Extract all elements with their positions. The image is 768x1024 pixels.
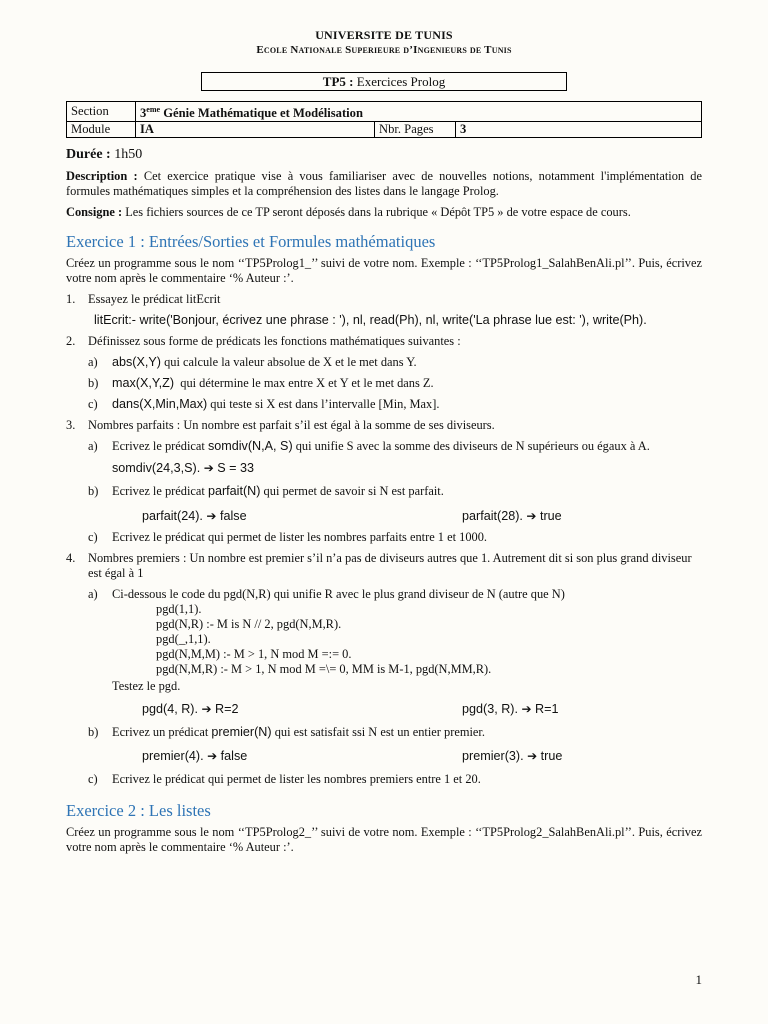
table-row — [67, 102, 702, 122]
consigne-text: Les fichiers sources de ce TP seront déposés dans la rubrique « Dépôt TP5 » de votre espace de cours. — [125, 205, 631, 220]
arrow-icon: ➔ — [526, 509, 537, 524]
section-sup: eme — [146, 105, 161, 114]
sub-letter: b) — [88, 725, 99, 740]
example-call: premier(3). — [462, 749, 524, 764]
sub-letter: a) — [88, 439, 98, 454]
example-result: true — [536, 509, 562, 524]
sub-text: qui permet de savoir si N est parfait. — [260, 484, 444, 499]
info-table — [66, 101, 702, 138]
litecrit-code: litEcrit:- write('Bonjour, écrivez une phrase : '), nl, read(Ph), nl, write('La phrase lue est: '), write(Ph). — [94, 313, 647, 328]
code-line: pgd(N,R) :- M is N // 2, pgd(N,M,R). — [156, 617, 342, 632]
example-call: parfait(28). — [462, 509, 523, 524]
sub-text: qui est satisfait ssi N est un entier premier. — [271, 725, 485, 740]
duration-label: Durée : — [66, 147, 111, 163]
example-result: false — [217, 749, 248, 764]
question-text: Nombres parfaits : Un nombre est parfait s’il est égal à la somme de ses diviseurs. — [88, 418, 495, 433]
question-text: Définissez sous forme de prédicats les fonctions mathématiques suivantes : — [88, 334, 461, 349]
question-2 — [66, 334, 702, 349]
section-value — [136, 102, 702, 122]
example-result: true — [537, 749, 563, 764]
question-number: 2. — [66, 334, 76, 349]
sub-text: qui détermine le max entre X et Y et le met dans Z. — [174, 376, 434, 391]
question-3b — [66, 484, 702, 499]
sub-text: Ecrivez le prédicat qui permet de lister les nombres premiers entre 1 et 20. — [112, 772, 481, 787]
tp-label: TP5 : — [322, 74, 354, 89]
example-result: false — [216, 509, 247, 524]
description-label: Description : — [66, 169, 138, 184]
code-line: pgd(_,1,1). — [156, 632, 211, 647]
arrow-icon: ➔ — [527, 749, 538, 764]
premier-examples — [66, 749, 702, 764]
pgd-test-text: Testez le pgd. — [112, 679, 181, 694]
sub-letter: c) — [88, 397, 98, 412]
example-left — [66, 509, 462, 524]
example-right — [462, 702, 559, 717]
pages-value: 3 — [456, 122, 702, 138]
duration — [66, 146, 702, 163]
question-1 — [66, 292, 702, 307]
consigne-label: Consigne : — [66, 205, 123, 220]
question-text: Essayez le prédicat litEcrit — [88, 292, 221, 307]
sub-text: qui unifie S avec la somme des diviseurs de N supérieurs ou égaux à A. — [292, 439, 650, 454]
description — [66, 169, 702, 199]
example-left — [66, 749, 462, 764]
sub-letter: b) — [88, 484, 99, 499]
code-line: pgd(N,M,M) :- M > 1, N mod M =:= 0. — [156, 647, 352, 662]
university-name: UNIVERSITE DE TUNIS — [315, 28, 453, 42]
sub-text: qui calcule la valeur absolue de X et le met dans Y. — [161, 355, 417, 370]
pgd-code-block — [66, 602, 702, 677]
example-call: parfait(24). — [142, 509, 203, 524]
exercise-2-title: Exercice 2 : Les listes — [66, 801, 211, 821]
predicate: somdiv(N,A, S) — [207, 439, 293, 454]
page-number: 1 — [695, 972, 702, 987]
arrow-icon: ➔ — [521, 702, 532, 717]
example-right — [462, 749, 562, 764]
sub-text: Ecrivez un prédicat — [112, 725, 212, 740]
consigne — [66, 205, 702, 220]
arrow-icon: ➔ — [201, 702, 212, 717]
predicate: dans(X,Min,Max) — [112, 397, 208, 412]
example-result: R=2 — [211, 702, 239, 717]
description-text: Cet exercice pratique vise à vous familiariser avec de nouvelles notions, notamment l'implémentation de formules mathématiques simples et la compréhension des listes dans le langage Prolog. — [66, 169, 702, 199]
sub-text: Ecrivez le prédicat — [112, 484, 208, 499]
document-page — [66, 28, 702, 855]
question-3 — [66, 418, 702, 433]
question-number: 4. — [66, 551, 76, 566]
sub-text: Ci-dessous le code du pgd(N,R) qui unifie R avec le plus grand diviseur de N (autre que N) — [112, 587, 565, 602]
example-result: R=1 — [531, 702, 559, 717]
duration-value: 1h50 — [114, 147, 143, 163]
module-label: Module — [67, 122, 136, 138]
question-4 — [66, 551, 702, 581]
predicate: max(X,Y,Z) — [112, 376, 175, 391]
example-call: pgd(4, R). — [142, 702, 198, 717]
question-2a — [66, 355, 702, 370]
exercise-1-title: Exercice 1 : Entrées/Sorties et Formules mathématiques — [66, 232, 436, 252]
question-number: 3. — [66, 418, 76, 433]
sub-letter: a) — [88, 355, 98, 370]
predicate: parfait(N) — [207, 484, 261, 499]
sub-letter: c) — [88, 530, 98, 545]
section-prefix: 3 — [140, 106, 147, 121]
example-left — [66, 702, 462, 717]
example-right — [462, 509, 562, 524]
code-line: pgd(1,1). — [156, 602, 202, 617]
arrow-icon: ➔ — [207, 749, 218, 764]
module-value: IA — [136, 122, 375, 138]
question-4c — [66, 772, 702, 787]
predicate: abs(X,Y) — [112, 355, 161, 370]
parfait-examples — [66, 509, 702, 524]
exercise-1-intro: Créez un programme sous le nom ‘‘TP5Prolog1_’’ suivi de votre nom. Exemple : ‘‘TP5Prolog1_SalahBenAli.pl’’. Puis, écrivez votre nom après le commentaire ‘% Auteur :’. — [66, 256, 702, 286]
tp-title-box — [201, 72, 567, 91]
question-text: Nombres premiers : Un nombre est premier s’il n’a pas de diviseurs autres que 1. Autrement dit si son plus grand diviseur est égal à 1 — [88, 551, 692, 581]
question-2c — [66, 397, 702, 412]
sub-letter: c) — [88, 772, 98, 787]
example-call: pgd(3, R). — [462, 702, 518, 717]
question-3c — [66, 530, 702, 545]
somdiv-example — [66, 461, 702, 476]
section-text: Génie Mathématique et Modélisation — [163, 106, 363, 121]
sub-letter: b) — [88, 376, 99, 391]
question-3a — [66, 439, 702, 454]
exercise-2-intro: Créez un programme sous le nom ‘‘TP5Prolog2_’’ suivi de votre nom. Exemple : ‘‘TP5Prolog2_SalahBenAli.pl’’. Puis, écrivez votre nom après le commentaire ‘% Auteur :’. — [66, 825, 702, 855]
section-label: Section — [67, 102, 136, 122]
example-call: premier(4). — [142, 749, 204, 764]
predicate: premier(N) — [211, 725, 272, 740]
question-number: 1. — [66, 292, 76, 307]
arrow-icon: ➔ — [206, 509, 217, 524]
question-4b — [66, 725, 702, 740]
example-result: S = 33 — [213, 461, 255, 476]
pgd-examples — [66, 702, 702, 717]
sub-text: Ecrivez le prédicat — [112, 439, 208, 454]
question-4a — [66, 587, 702, 602]
pages-label: Nbr. Pages — [375, 122, 456, 138]
sub-text: Ecrivez le prédicat qui permet de lister les nombres parfaits entre 1 et 1000. — [112, 530, 488, 545]
code-line: pgd(N,M,R) :- M > 1, N mod M =\= 0, MM is M-1, pgd(N,MM,R). — [156, 662, 492, 677]
school-name: Ecole Nationale Superieure d’Ingenieurs de Tunis — [256, 44, 512, 56]
sub-letter: a) — [88, 587, 98, 602]
arrow-icon: ➔ — [203, 461, 214, 476]
example-call: somdiv(24,3,S). — [112, 461, 201, 476]
table-row — [67, 122, 702, 138]
tp-title: Exercices Prolog — [356, 74, 446, 89]
question-2b — [66, 376, 702, 391]
sub-text: qui teste si X est dans l’intervalle [Min, Max]. — [207, 397, 440, 412]
